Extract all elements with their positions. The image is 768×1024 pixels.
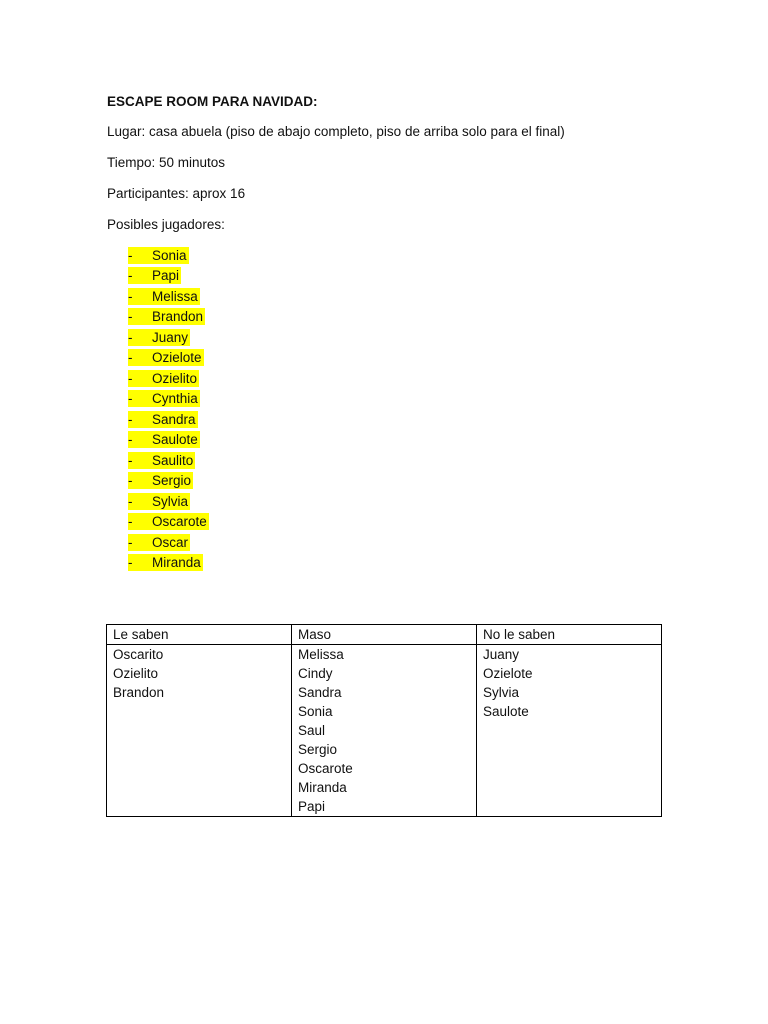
bullet-dash: - [128,288,133,304]
player-name: Juany [152,329,189,345]
location-line: Lugar: casa abuela (piso de abajo completo, piso de arriba solo para el final) [107,124,565,139]
highlight [128,513,209,530]
player-name: Saulote [152,432,198,448]
bullet-dash: - [128,370,133,386]
bullet-dash: - [128,555,133,571]
list-item [128,471,209,492]
table-cell-entry: Oscarote [298,761,353,776]
highlight [128,288,200,305]
bullet-dash: - [128,452,133,468]
header-no-le-saben: No le saben [477,625,662,645]
highlight [128,431,200,448]
bullet-dash: - [128,514,133,530]
list-item [128,307,209,328]
bullet-dash: - [128,309,133,325]
highlight [128,534,190,551]
column-maso [292,645,477,817]
document-title: ESCAPE ROOM PARA NAVIDAD: [107,94,318,109]
table-header-row [107,625,662,645]
player-name: Miranda [152,555,201,571]
table-cell-entry: Miranda [298,780,347,795]
highlight [128,329,190,346]
list-item [128,430,209,451]
player-name: Ozielote [152,350,202,366]
player-name: Cynthia [152,391,198,407]
table-cell-entry: Papi [298,799,326,814]
list-item [128,409,209,430]
bullet-dash: - [128,268,133,284]
player-name: Papi [152,268,180,284]
list-item [128,450,209,471]
header-le-saben: Le saben [107,625,292,645]
highlight [128,472,193,489]
list-item [128,348,209,369]
player-name: Oscarote [152,514,207,530]
player-name: Ozielito [152,370,198,386]
player-list [128,245,209,573]
bullet-dash: - [128,411,133,427]
list-item [128,368,209,389]
highlight [128,370,199,387]
header-maso: Maso [292,625,477,645]
highlight [128,349,204,366]
table-cell-entry: Brandon [113,685,165,700]
bullet-dash: - [128,391,133,407]
list-item [128,327,209,348]
player-name: Sergio [152,473,192,489]
column-no-le-saben [477,645,662,817]
bullet-dash: - [128,350,133,366]
player-name: Oscar [152,534,189,550]
table-body-row [107,645,662,817]
column-le-saben [107,645,292,817]
list-item [128,532,209,553]
player-name: Sandra [152,411,196,427]
list-item [128,512,209,533]
table-cell-entry: Ozielote [483,666,533,681]
time-line: Tiempo: 50 minutos [107,155,226,170]
table-cell-entry: Sonia [298,704,333,719]
table-cell-entry: Ozielito [113,666,159,681]
list-item [128,553,209,574]
possible-players-label: Posibles jugadores: [107,217,225,232]
player-name: Sylvia [152,493,189,509]
bullet-dash: - [128,247,133,263]
highlight [128,390,200,407]
table-cell-entry: Sandra [298,685,342,700]
bullet-dash: - [128,473,133,489]
bullet-dash: - [128,493,133,509]
list-item [128,286,209,307]
table-cell-entry: Cindy [298,666,333,681]
player-name: Melissa [152,288,198,304]
table-cell-entry: Saul [298,723,326,738]
table-cell-entry: Saulote [483,704,529,719]
highlight [128,452,195,469]
bullet-dash: - [128,534,133,550]
highlight [128,411,198,428]
list-item [128,245,209,266]
table-cell-entry: Sylvia [483,685,520,700]
player-name: Sonia [152,247,187,263]
table-cell-entry: Juany [483,647,520,662]
table-cell-entry: Sergio [298,742,338,757]
player-name: Saulito [152,452,194,468]
list-item [128,389,209,410]
knowledge-table [106,624,662,817]
list-item [128,491,209,512]
highlight [128,247,189,264]
bullet-dash: - [128,329,133,345]
highlight [128,308,205,325]
highlight [128,493,190,510]
highlight [128,554,203,571]
table-cell-entry: Melissa [298,647,344,662]
knowledge-table-wrapper [106,624,662,817]
list-item [128,266,209,287]
player-name: Brandon [152,309,204,325]
bullet-dash: - [128,432,133,448]
table-cell-entry: Oscarito [113,647,164,662]
participants-line: Participantes: aprox 16 [107,186,246,201]
highlight [128,267,181,284]
